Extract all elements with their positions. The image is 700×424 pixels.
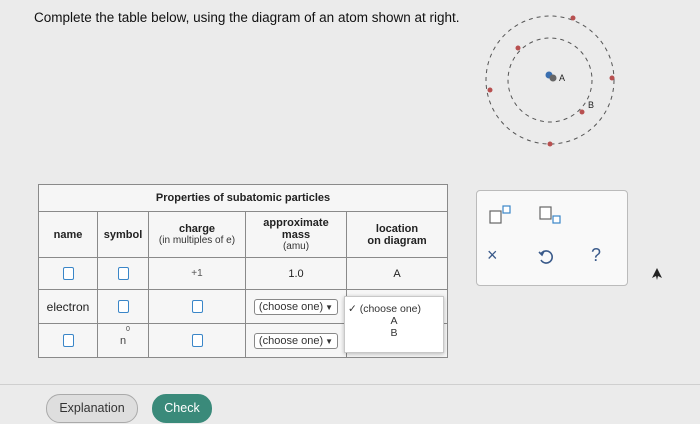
charge-input[interactable]	[192, 334, 203, 347]
mouse-cursor-icon	[652, 268, 662, 280]
name-cell	[39, 324, 98, 358]
superscript-icon[interactable]	[489, 205, 511, 225]
outer-shell	[486, 16, 614, 144]
charge-cell	[149, 324, 246, 358]
name-value: electron	[39, 290, 98, 324]
undo-icon[interactable]	[538, 249, 554, 265]
electron-dot	[516, 46, 521, 51]
header-symbol: symbol	[98, 212, 149, 258]
header-name: name	[39, 212, 98, 258]
mass-dropdown[interactable]: (choose one) ▼	[254, 299, 338, 315]
location-dropdown-menu	[344, 296, 444, 353]
footer-divider	[0, 384, 700, 385]
electron-dot	[571, 16, 576, 21]
table-row	[39, 258, 448, 290]
symbol-cell	[98, 324, 149, 358]
nucleus-neutron	[550, 75, 557, 82]
mass-cell	[246, 324, 347, 358]
explanation-button[interactable]: Explanation	[46, 394, 138, 423]
charge-value: +1	[149, 258, 246, 290]
dropdown-option-b[interactable]: B	[390, 327, 398, 339]
symbol-cell	[98, 258, 149, 290]
inner-shell	[508, 38, 595, 122]
mass-value: 1.0	[246, 258, 347, 290]
electron-dot	[580, 110, 585, 115]
electron-dot	[610, 76, 615, 81]
location-value: A	[347, 258, 448, 290]
name-input[interactable]	[63, 334, 74, 347]
dropdown-option-a[interactable]: A	[390, 315, 398, 327]
name-input[interactable]	[63, 267, 74, 280]
mass-cell	[246, 290, 347, 324]
help-icon[interactable]: ?	[591, 245, 602, 265]
symbol-input[interactable]	[118, 267, 129, 280]
clear-icon[interactable]: ×	[487, 245, 498, 265]
electron-dot	[548, 142, 553, 147]
label-a: A	[559, 73, 566, 83]
answer-tools-panel	[476, 190, 628, 286]
check-button[interactable]: Check	[152, 394, 212, 423]
table-caption: Properties of subatomic particles	[39, 185, 448, 212]
header-charge: charge (in multiples of e)	[149, 212, 246, 258]
header-mass: approximate mass (amu)	[246, 212, 347, 258]
name-cell	[39, 258, 98, 290]
atom-diagram	[478, 8, 623, 153]
header-location: location on diagram	[347, 212, 448, 258]
charge-cell	[149, 290, 246, 324]
electron-dot	[488, 88, 493, 93]
charge-input[interactable]	[192, 300, 203, 313]
subscript-icon[interactable]	[539, 205, 561, 225]
mass-dropdown[interactable]: (choose one) ▼	[254, 333, 338, 349]
dropdown-option-selected[interactable]: ✓ (choose one)	[348, 303, 422, 315]
symbol-input[interactable]	[118, 300, 129, 313]
neutron-symbol: 0 n	[119, 325, 130, 347]
symbol-cell	[98, 290, 149, 324]
question-prompt: Complete the table below, using the diagram of an atom shown at right.	[34, 10, 460, 25]
label-b: B	[588, 100, 595, 110]
